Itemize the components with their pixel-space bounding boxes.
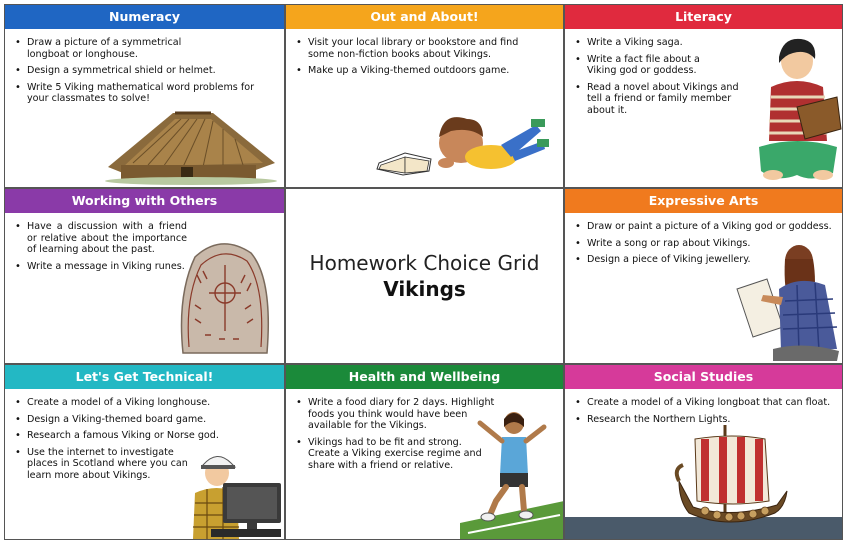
working-header: Working with Others — [5, 189, 284, 213]
social-header: Social Studies — [565, 365, 842, 389]
longboat-illustration — [565, 421, 843, 540]
cell-numeracy — [4, 4, 285, 188]
social-list — [565, 389, 842, 425]
cell-social-studies — [564, 364, 843, 540]
page-title: Homework Choice Grid — [309, 251, 540, 275]
cell-out-and-about — [285, 4, 564, 188]
list-item: • Use the internet to investigate places in Scotland where you can learn more about Vikings. — [15, 447, 193, 482]
cell-literacy — [564, 4, 843, 188]
list-item: • Visit your local library or bookstore and find some non-fiction books about Vikings. — [296, 37, 521, 60]
literacy-header: Literacy — [565, 5, 842, 29]
cell-technical — [4, 364, 285, 540]
list-item: • Write a food diary for 2 days. Highlight foods you think would have been available for the Vikings. — [296, 397, 501, 432]
list-item: • Design a symmetrical shield or helmet. — [15, 65, 274, 77]
list-item: • Write a song or rap about Vikings. — [575, 238, 832, 250]
health-header: Health and Wellbeing — [286, 365, 563, 389]
list-item: • Create a model of a Viking longboat that can float. — [575, 397, 832, 409]
cell-working-with-others — [4, 188, 285, 364]
reading-boy-illustration — [753, 35, 843, 185]
drawing-woman-illustration — [733, 241, 843, 363]
out-about-list — [286, 29, 563, 77]
numeracy-header: Numeracy — [5, 5, 284, 29]
cell-expressive-arts — [564, 188, 843, 364]
expressive-header: Expressive Arts — [565, 189, 842, 213]
longhouse-illustration — [103, 105, 278, 185]
out-about-header: Out and About! — [286, 5, 563, 29]
technical-header: Let's Get Technical! — [5, 365, 284, 389]
list-item: • Make up a Viking-themed outdoors game. — [296, 65, 553, 77]
runestone-illustration — [175, 235, 275, 361]
list-item: • Research a famous Viking or Norse god. — [15, 430, 274, 442]
cell-title — [285, 188, 564, 364]
list-item: • Have a discussion with a friend or relative about the importance of learning about the past. — [15, 221, 187, 256]
list-item: • Write a fact file about a Viking god or goddess. — [575, 54, 725, 77]
exercising-girl-illustration — [460, 405, 564, 539]
numeracy-list — [5, 29, 284, 105]
list-item: • Write 5 Viking mathematical word problems for your classmates to solve! — [15, 82, 274, 105]
list-item: • Read a novel about Vikings and tell a friend or family member about it. — [575, 82, 755, 117]
computer-boy-illustration — [191, 443, 285, 540]
list-item: • Create a model of a Viking longhouse. — [15, 397, 274, 409]
list-item: • Design a piece of Viking jewellery. — [575, 254, 832, 266]
list-item: • Research the Northern Lights. — [575, 414, 832, 426]
choice-grid — [4, 4, 843, 540]
page-subtitle: Vikings — [383, 277, 466, 301]
list-item: • Write a message in Viking runes. — [15, 261, 274, 273]
list-item: • Draw or paint a picture of a Viking god or goddess. — [575, 221, 832, 233]
list-item: • Vikings had to be fit and strong. Create a Viking exercise regime and share with a friend or relative. — [296, 437, 486, 472]
list-item: • Draw a picture of a symmetrical longboat or longhouse. — [15, 37, 195, 60]
list-item: • Design a Viking-themed board game. — [15, 414, 274, 426]
cell-health-wellbeing — [285, 364, 564, 540]
list-item: • Write a Viking saga. — [575, 37, 745, 49]
reading-child-illustration — [371, 97, 551, 182]
